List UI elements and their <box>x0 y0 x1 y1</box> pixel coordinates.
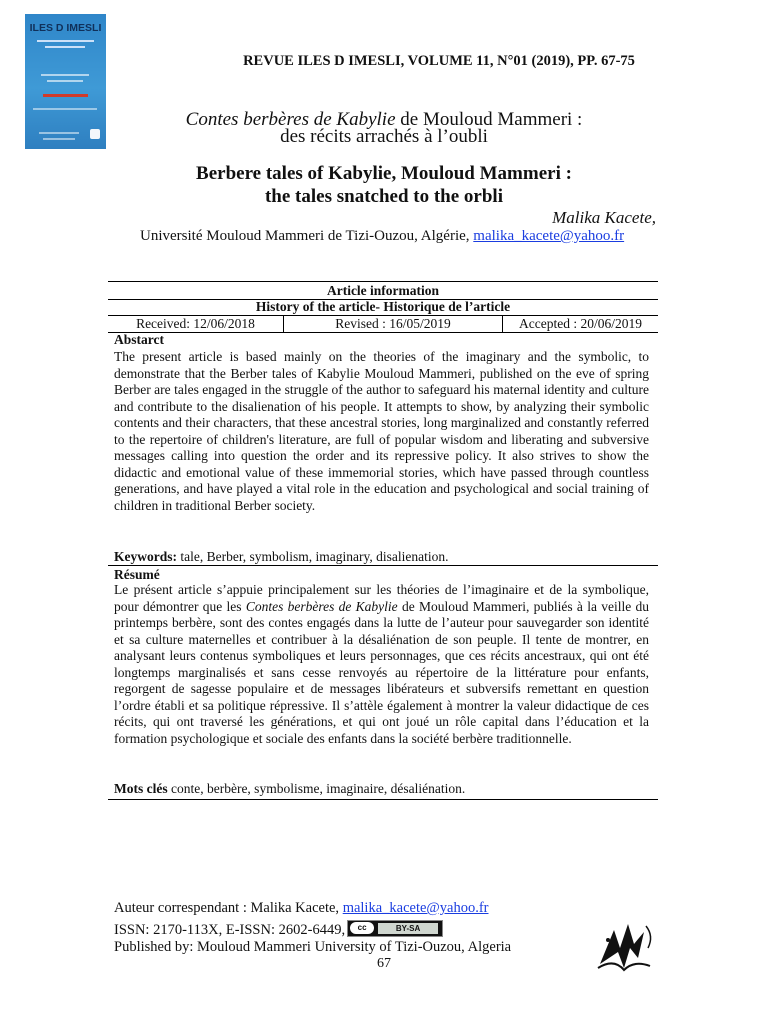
corresponding-author-label: Auteur correspendant : Malika Kacete, <box>114 900 343 916</box>
issn-line <box>114 922 443 939</box>
french-title-rest: de Mouloud Mammeri : <box>395 109 583 130</box>
keywords-label: Keywords: <box>114 549 177 564</box>
cc-by-sa-badge-icon[interactable] <box>347 920 443 937</box>
abstract-text: The present article is based mainly on the theories of the imaginary and the symbolic, to demonstrate that the Berber tales of Kabylie Mouloud Mammeri, published on the eve of spring Berber are tales engaged in the struggle of the author to safeguard his maternal identity and culture and contribute to the disalienation of his people. It attempts to show, by analyzing their symbolic contents and their characters, that these ancestral stories, long marginalized and constantly referred to the repertoire of children's literature, are full of popular wisdom and liberating and subversive messages calling into question the order and its repressive policy. It also strives to show the didactic and emotional value of these immemorial stories, which have passed through countless generations, and have played a vital role in the education and psychological and social training of children in traditional Berber society. <box>114 349 649 513</box>
divider <box>108 799 658 800</box>
received-date: Received: 12/06/2018 <box>108 315 284 332</box>
divider <box>108 565 658 566</box>
resume-text-part-1: Le présent article s’appuie principalement sur les théories de l’imaginaire et de la symbolique, pour démontrer que les <box>114 582 649 614</box>
corresponding-author <box>114 900 489 917</box>
resume-text <box>114 582 649 747</box>
french-title-line-2: des récits arrachés à l’oubli <box>280 126 488 147</box>
resume-text-part-2: de Mouloud Mammeri, publiés à la veille du printemps berbère, sont des contes engagés dans la lutte de l’auteur pour sauvegarder son identité et sa culture maternelles et contribuer à la désaliénation de son peuple. Il tente de montrer, en analysant leurs contenus symboliques et leurs personnages, que ces récits ancestraux, qui ont été longtemps marginalisés et sans cesse renvoyés au répertoire de la littérature pour enfants, regorgent de sagesse populaire et de messages libérateurs et subversifs remettant en question l’ordre établi et sa politique répressive. Il s’attèle également à montrer la valeur didactique de ces récits, qui ont traversé les générations, et qui ont joué un rôle capital dans l’éducation et la formation psychologique et sociale des enfants dans la société berbère traditionnelle. <box>114 598 650 746</box>
university-logo-icon <box>594 918 656 976</box>
french-title-italic: Contes berbères de Kabylie <box>185 109 396 130</box>
author-affiliation <box>140 228 624 245</box>
revised-date: Revised : 16/05/2019 <box>284 315 503 332</box>
issn-text: ISSN: 2170-113X, E-ISSN: 2602-6449, <box>114 922 346 938</box>
affiliation-text: Université Mouloud Mammeri de Tizi-Ouzou, Algérie, <box>140 228 474 244</box>
english-title-line-2: the tales snatched to the orbli <box>264 186 503 207</box>
corresponding-email-link[interactable]: malika_kacete@yahoo.fr <box>342 900 489 916</box>
publisher-line: Published by: Mouloud Mammeri University of Tizi-Ouzou, Algeria <box>114 939 512 955</box>
resume-text-italic: Contes berbères de Kabylie <box>245 598 398 614</box>
author-email-link[interactable]: malika_kacete@yahoo.fr <box>473 228 625 244</box>
mots-cles-label: Mots clés <box>114 781 168 796</box>
keywords-line <box>114 549 449 565</box>
cc-license-label: BY-SA <box>378 923 438 934</box>
mots-cles-values: conte, berbère, symbolisme, imaginaire, désaliénation. <box>167 781 466 796</box>
page-number: 67 <box>377 956 391 971</box>
english-title-line-1: Berbere tales of Kabylie, Mouloud Mammeri : <box>196 163 572 184</box>
article-info-header: Article information <box>108 281 658 300</box>
article-history-header: History of the article- Historique de l’article <box>108 298 658 316</box>
cover-title: ILES D IMESLI <box>29 22 102 34</box>
journal-reference: REVUE ILES D IMESLI, VOLUME 11, N°01 (2019), PP. 67-75 <box>243 53 635 69</box>
cc-icon: cc <box>350 922 374 934</box>
mots-cles-line <box>114 781 465 797</box>
keywords-values: tale, Berber, symbolism, imaginary, disalienation. <box>177 549 449 564</box>
article-dates-row <box>108 315 658 333</box>
abstract-heading: Abstarct <box>114 332 164 347</box>
resume-heading: Résumé <box>114 567 160 582</box>
accepted-date: Accepted : 20/06/2019 <box>519 316 642 331</box>
author-name: Malika Kacete, <box>552 208 656 227</box>
